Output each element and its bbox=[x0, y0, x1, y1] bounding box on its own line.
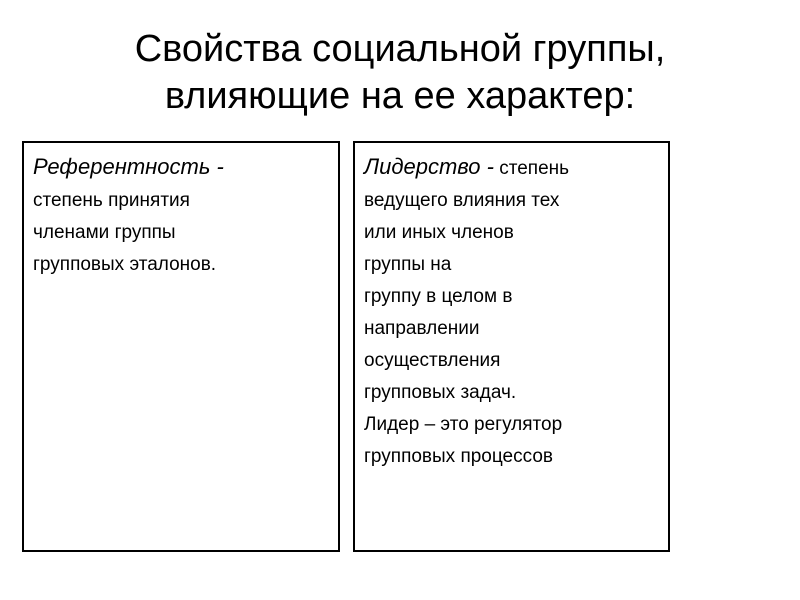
referentnost-line-1: степень принятия bbox=[33, 190, 190, 211]
liderstvo-line-9: групповых процессов bbox=[364, 446, 553, 467]
liderstvo-card bbox=[353, 141, 670, 552]
liderstvo-line-6: осуществления bbox=[364, 350, 501, 371]
liderstvo-line-3: группы на bbox=[364, 254, 452, 275]
title-line-2: влияющие на ее характер: bbox=[164, 75, 636, 117]
title-line-1: Свойства социальной группы, bbox=[134, 28, 666, 70]
slide-title bbox=[0, 26, 800, 120]
liderstvo-line-7: групповых задач. bbox=[364, 382, 517, 403]
referentnost-line-2: членами группы bbox=[33, 222, 176, 243]
referentnost-line-3: групповых эталонов. bbox=[33, 254, 217, 275]
liderstvo-heading-line bbox=[364, 151, 660, 185]
referentnost-card bbox=[22, 141, 340, 552]
liderstvo-term: Лидерство - bbox=[364, 154, 494, 179]
referentnost-heading-line bbox=[33, 151, 330, 185]
liderstvo-first-line-rest: степень bbox=[493, 158, 570, 179]
liderstvo-line-2: или иных членов bbox=[364, 222, 514, 243]
liderstvo-line-5: направлении bbox=[364, 318, 480, 339]
referentnost-term: Референтность - bbox=[33, 154, 224, 179]
liderstvo-line-1: ведущего влияния тех bbox=[364, 190, 560, 211]
liderstvo-line-4: группу в целом в bbox=[364, 286, 513, 307]
liderstvo-line-8: Лидер – это регулятор bbox=[364, 414, 563, 435]
